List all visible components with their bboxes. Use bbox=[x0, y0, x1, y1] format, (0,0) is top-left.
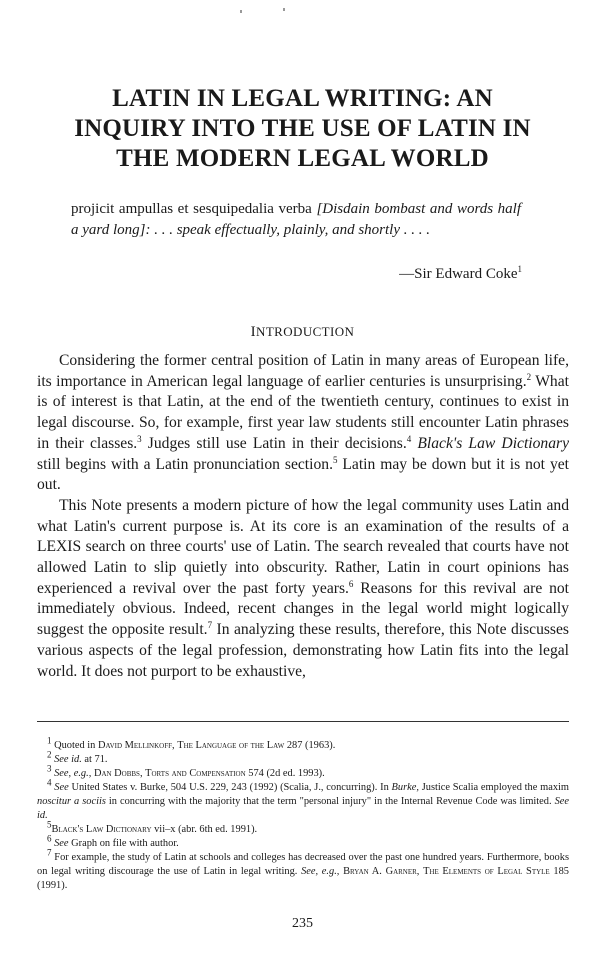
body-sentence: Latin may be down but it is not yet out. bbox=[37, 455, 569, 494]
footnote-signal: See, e.g., bbox=[54, 768, 92, 779]
footnote-number: 7 bbox=[47, 847, 52, 858]
footnote-signal: See bbox=[54, 782, 69, 793]
body-sentence: Reasons for this revival are not immediately obvious. Indeed, recent changes in the legal world might logically suggest the opposite result. bbox=[37, 579, 569, 639]
attribution-author: —Sir Edward Coke bbox=[399, 266, 518, 282]
footnote-ref[interactable]: 5 bbox=[332, 454, 338, 465]
footnote-number: 3 bbox=[47, 763, 52, 774]
page-number: 235 bbox=[292, 916, 313, 931]
footnotes bbox=[37, 735, 569, 893]
scan-speck bbox=[240, 10, 242, 13]
footnote-book: The Elements of Legal Style bbox=[423, 866, 550, 877]
body-sentence: In analyzing these results, therefore, this Note discusses various aspects of the legal profession, demonstrating how Latin fits into the legal world. It does not purport to be exhaustive, bbox=[37, 621, 569, 680]
footnote-maxim: noscitur a sociis bbox=[37, 796, 106, 807]
footnote-book: The Language of the Law bbox=[177, 740, 285, 751]
footnote-text: vii–x (abr. 6th ed. 1991). bbox=[151, 824, 258, 835]
footnote-divider bbox=[37, 721, 569, 722]
footnote-text: Graph on file with author. bbox=[68, 838, 179, 849]
footnote-number: 2 bbox=[47, 749, 52, 760]
epigraph bbox=[71, 199, 521, 241]
footnote-ref[interactable]: 3 bbox=[137, 433, 142, 444]
footnote-text: For example, the study of Latin at schools and colleges has decreased over the past one hundred years. Furthermore, books on legal writing discourage the use of Latin in legal writing. bbox=[37, 852, 569, 877]
footnote-text: Justice Scalia employed the maxim bbox=[418, 782, 569, 793]
heading-initial: I bbox=[250, 324, 257, 340]
footnote-signal: See id. bbox=[54, 754, 82, 765]
article-title bbox=[20, 84, 585, 174]
footnote-text: 574 (2d ed. 1993). bbox=[245, 768, 325, 779]
section-heading bbox=[0, 324, 605, 341]
footnote-text: , bbox=[139, 768, 146, 779]
footnote-text: 287 (1963). bbox=[284, 740, 336, 751]
heading-rest: NTRODUCTION bbox=[256, 324, 355, 339]
footnote-text: at 71. bbox=[81, 754, 108, 765]
body-sentence: still begins with a Latin pronunciation section. bbox=[37, 455, 333, 473]
footnote-text: , bbox=[172, 740, 178, 751]
title-line-2: INQUIRY INTO THE USE OF LATIN IN bbox=[74, 115, 531, 142]
body-sentence: What is of interest is that Latin, at the end of the twentieth century, continues to exist in legal discourse. So, for example, first year law students still encounter Latin phrases in their classes. bbox=[37, 372, 569, 452]
footnote-3 bbox=[37, 763, 569, 781]
footnote-ref[interactable]: 7 bbox=[207, 619, 213, 630]
body-sentence: This Note presents a modern picture of how the legal community uses Latin and what Latin's current purpose is. At its core is an examination of the results of a LEXIS search on three courts' use of Latin. The search revealed that courts have not allowed Latin to slip quietly into obscurity. Rather, Latin in court opinions has experienced a revival over the past forty years. bbox=[37, 496, 569, 597]
epigraph-attribution bbox=[300, 264, 522, 284]
footnote-number: 6 bbox=[47, 833, 52, 844]
footnote-1 bbox=[37, 735, 569, 753]
body-sentence: Judges still use Latin in their decisions. bbox=[141, 434, 407, 452]
footnote-author: David Mellinkoff bbox=[97, 740, 173, 751]
footnote-number: 1 bbox=[47, 735, 52, 746]
footnote-number: 5 bbox=[47, 819, 52, 830]
footnote-author: Dan Dobbs bbox=[93, 768, 140, 779]
footnote-ref[interactable]: 2 bbox=[526, 371, 532, 382]
footnote-text: United States v. Burke, 504 U.S. 229, 243 (1992) (Scalia, J., concurring). In bbox=[68, 782, 392, 793]
body-sentence: Considering the former central position of Latin in many areas of European life, its importance in American legal language of earlier centuries is unsurprising. bbox=[37, 352, 569, 390]
footnote-2 bbox=[37, 749, 569, 767]
footnote-7 bbox=[37, 847, 569, 893]
footnote-signal: See, e.g., bbox=[301, 866, 340, 877]
footnote-signal: See id. bbox=[37, 796, 569, 821]
footnote-ref[interactable]: 6 bbox=[348, 578, 354, 589]
footnote-5 bbox=[37, 819, 569, 837]
scan-speck bbox=[283, 8, 285, 11]
paragraph-1 bbox=[37, 351, 569, 496]
epigraph-translation: [Disdain bombast and words half a yard long]: . . . speak effectually, plainly, and shortly . . . . bbox=[71, 201, 522, 238]
footnote-book: Torts and Compensation bbox=[145, 768, 246, 779]
footnote-4 bbox=[37, 777, 569, 823]
footnote-text: Quoted in bbox=[51, 740, 98, 751]
paragraph-2 bbox=[37, 496, 569, 682]
title-line-3: THE MODERN LEGAL WORLD bbox=[116, 145, 489, 172]
footnote-author: Bryan A. Garner bbox=[343, 866, 417, 877]
footnote-text: 185 (1991). bbox=[37, 866, 569, 891]
epigraph-latin: projicit ampullas et sesquipedalia verba bbox=[71, 201, 312, 217]
footnote-number: 4 bbox=[47, 777, 52, 788]
body-text bbox=[37, 351, 569, 682]
book-title: Black's Law Dictionary bbox=[417, 434, 569, 452]
footnote-book: Black's Law Dictionary bbox=[51, 824, 152, 835]
footnote-text: in concurring with the majority that the term "personal injury" in the Internal Revenue Code was limited. bbox=[105, 796, 555, 807]
footnote-ref[interactable]: 1 bbox=[517, 264, 522, 274]
footnote-signal: See bbox=[54, 838, 69, 849]
title-line-1: LATIN IN LEGAL WRITING: AN bbox=[112, 85, 493, 112]
footnote-case: Burke, bbox=[391, 782, 419, 793]
footnote-ref[interactable]: 4 bbox=[406, 433, 412, 444]
footnote-text: , bbox=[416, 866, 424, 877]
footnote-6 bbox=[37, 833, 569, 851]
